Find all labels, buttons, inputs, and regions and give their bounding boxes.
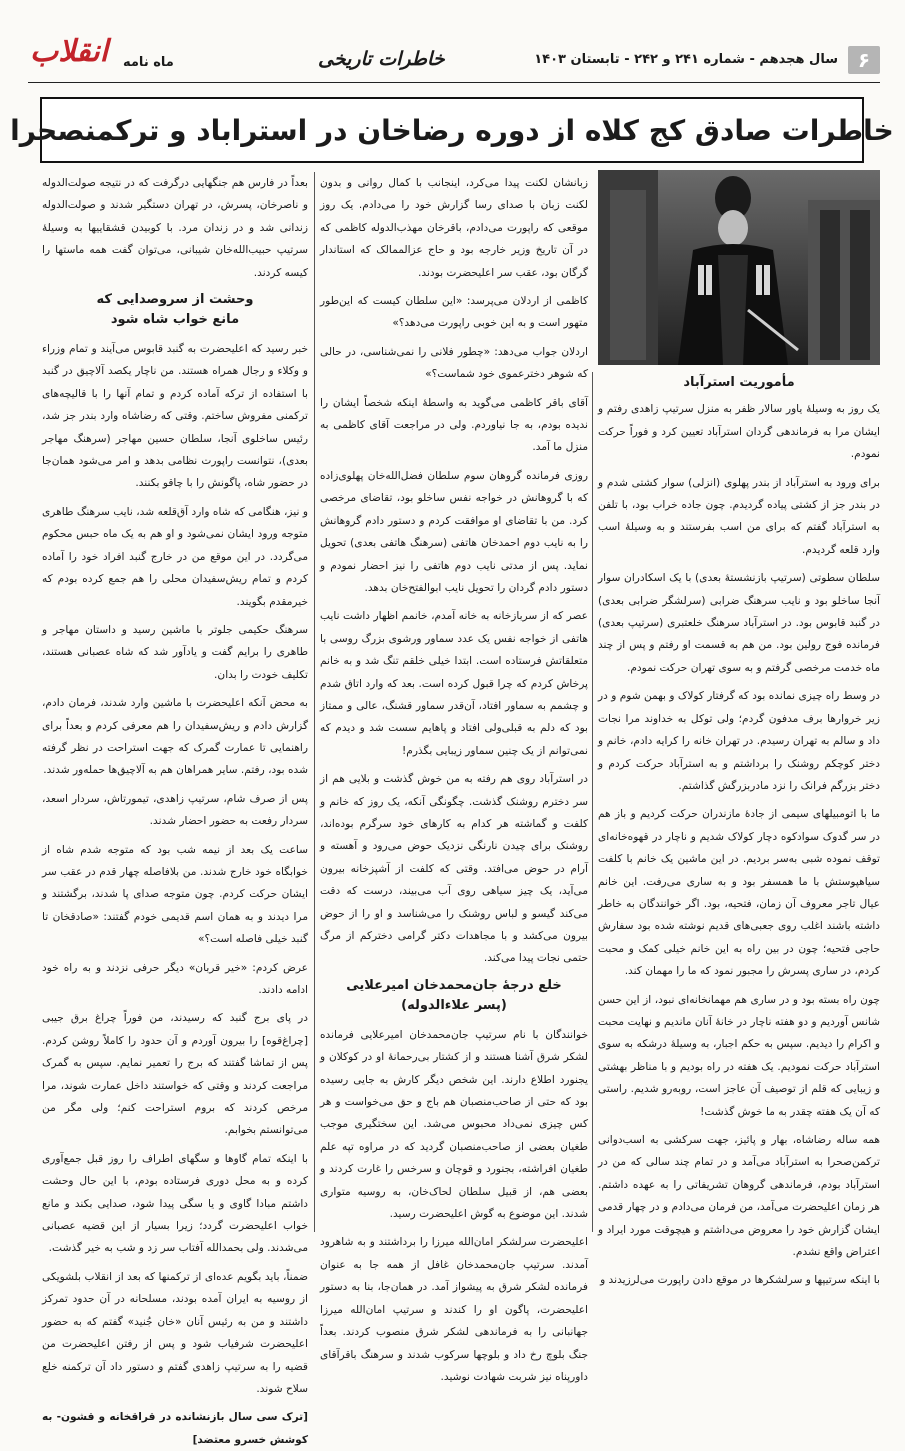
paragraph: با اینکه تمام گاوها و سگهای اطراف را روز قبل جمع‌آوری کرده و به محل دوری فرستاده بودم، با این حال وحشت داشتم مبادا گاوی و یا سگی پیدا شود، صدایی بکند و مانع خواب اعلیحضرت گردد؛ زیرا بسیار از این قضیه عصبانی می‌شدند. ولی بحمدالله آفتاب سر زد و شب به خیر گذشت. (42, 1152, 308, 1255)
headline-box (10, 97, 894, 163)
page-header (28, 34, 880, 83)
left-column (42, 172, 308, 1446)
paragraph: ساعت یک بعد از نیمه شب بود که متوجه شدم شاه از خوابگاه خود خارج شدند. من بلافاصله چهار قدم در عقب سر ایشان حرکت کردم. چون متوجه صدای پا شدند، برگشتند و مرا دیدند و به همان اسم قدیمی خودم گفتند: «صادقخان تا گنبد خیلی فاصله است؟» (42, 843, 308, 946)
paragraph: برای ورود به استرآباد از بندر پهلوی (انزلی) سوار کشتی شدم و در بندر جز از کشتی پیاده گردیدم. چون جاده خراب بود، با تلفن به استرآباد گفتم که برای من اسب بفرستند و به وسیلهٔ اسب وارد قلعه گردیدم. (598, 476, 880, 556)
paragraph: یک روز به وسیلهٔ یاور سالار ظفر به منزل سرتیپ زاهدی رفتم و ایشان مرا به فرماندهی گردان استرآباد تعیین کرد و فوراً حرکت نمودم. (598, 403, 880, 461)
section-title: خاطرات تاریخی (318, 48, 445, 70)
paragraph: خبر رسید که اعلیحضرت به گنبد قابوس می‌آیند و تمام وزراء و وکلاء و رجال همراه هستند. من ناچار یکصد آلاچیق در گنبد با استفاده از ترکه آماده کردم و تمام آنها را با قالیچه‌های ترکمنی مفروش ساختم. وقتی که رضاشاه وارد بندر جز شد، رئیس ساخلوی آنجا، سلطان حسین مهاجر (سرهنگ مهاجر بعدی)، نتوانست راپورت نظامی بدهد و امر می‌شود همان‌جا در حضور شاه، پاگونش را با چاقو بکنند. (42, 343, 308, 490)
column-rule (592, 372, 593, 1232)
magazine-word: ماه نامه (123, 55, 174, 70)
subhead-line: خلع درجهٔ جان‌محمدخان امیرعلایی (346, 977, 562, 993)
paragraph: ضمناً، باید بگویم عده‌ای از ترکمنها که بعد از انقلاب بلشویکی از روسیه به ایران آمده بودند، مسلحانه در آن حدود تمرکز داشتند و من به رئیس آنان «خان جُنید» گفتم که به حضور اعلیحضرت شرفیاب شود و پس از رفتن اعلیحضرت من قضیه را به سرتیپ زاهدی گفتم و دستور داد آن ترکمنه خلع سلاح شوند. (42, 1270, 308, 1395)
paragraph: ما با اتومبیلهای سیمی از جادهٔ مازندران حرکت کردیم و باز هم در سر گدوک سوادکوه دچار کولاک شدیم و ناچار در قهوه‌خانه‌ای توقف نموده شبی به‌سر بردیم. در این ماشین یک خانم با کلفت سیاهپوستش با ما همسفر بود و به ساری می‌رفت. این خانم عیال تاجر معروف آن زمان، فتحیه، بود. اگر خوانندگان به خاطر داشته باشند اغلب روی جعبی‌های قدیم نوشته شده بود سفارش حاجی فتحیه؛ چون در بین راه به این خانم خیلی کمک و محبت کردم، در ساری پسرش را مجبور نمود که ما را مهمان کند. (598, 808, 880, 978)
historical-photo (598, 170, 880, 365)
paragraph: اردلان جواب می‌دهد: «چطور فلانی را نمی‌شناسی، در حالی که شوهر دخترعموی خود شماست؟» (320, 345, 588, 381)
subhead-demotion (320, 976, 588, 1016)
paragraph: در پای برج گنبد که رسیدند، من فوراً چراغ برق جیبی [چراغ‌قوه] را بیرون آوردم و آن حدود را کاملاً روشن کردم. پس از تماشا گفتند که برج را تعمیر نمایم. سپس به گمرک مراجعت کردند و وقتی که خواستند داخل عمارت شوند، مرا مرخص کردند که بروم استراحت کنم؛ ولی مگر من می‌توانستم بخوابم. (42, 1012, 308, 1137)
paragraph: با اینکه سرتیپها و سرلشکرها در موقع دادن راپورت می‌لرزیدند و (600, 1274, 880, 1287)
portrait-image (598, 170, 880, 365)
paragraph: روزی فرمانده گروهان سوم سلطان فضل‌الله‌خان پهلوی‌زاده که با گروهانش در خواجه نفس ساخلو بود، تقاضای مرخصی کرد. من با تقاضای او موافقت کردم و دستور دادم گروهانش را به نایب دوم احمدخان هاتفی (سرهنگ هاتفی بعدی) تحویل نماید. پس از مدتی نایب دوم هاتفی را نیز احضار نمودم و دستور دادم گردان را تحویل نایب ابوالفتح‌خان بدهد. (320, 469, 588, 594)
paragraph: عصر که از سربازخانه به خانه آمدم، خانمم اظهار داشت نایب هاتفی از خواجه نفس یک عدد سماور ورشوی بزرگ روسی با متعلقاتش فرستاده است. ابتدا خیلی خلقم تنگ شد و به خانم پرخاش کردم که چرا قبول کرده است. بعد که وارد اتاق شدم و چشمم به سماور افتاد، آن‌قدر سماور قشنگ، عالی و ممتاز بود که دلم به قبلی‌ولی افتاد و پاهایم سست شد و دیدم که نمی‌توانم از یک چنین سماور زیبایی بگذرم! (320, 610, 588, 757)
paragraph: آقای باقر کاظمی می‌گوید به واسطهٔ اینکه شخصاً ایشان را ندیده بودم، به جا نیاوردم. ولی در مراجعت آقای کاظمی به منزل ما آمد. (320, 396, 588, 454)
paragraph: چون راه بسته بود و در ساری هم مهمانخانه‌ای نبود، از این حسن شانس آوردیم و دو هفته ناچار در خانهٔ آنان ماندیم و نهایت محبت و اکرام را دیدیم. سپس به حکم اجبار، به وسیلهٔ درشکه به سوی استرآباد حرکت نمودیم. یک هفته در راه بودیم و با مناظر بهشتی و زیبایی که قلم از توصیف آن عاجز است، روبه‌رو شدیم. راستی که آن یک هفته چقدر به ما خوش گذشت! (598, 993, 880, 1118)
paragraph: بعداً در فارس هم جنگهایی درگرفت که در نتیجه صولت‌الدوله و ناصرخان، پسرش، در تهران دستگیر شدند و صولت‌الدوله زندانی شد و در زندان مرد. با کوبیدن قشقاییها به وسیلهٔ سرتیپ حبیب‌الله‌خان شیبانی، می‌توان گفت همه ماستها را کیسه کردند. (42, 177, 308, 279)
right-column (598, 372, 880, 1287)
subhead-fear (42, 290, 308, 330)
paragraph: سرهنگ حکیمی جلوتر با ماشین رسید و داستان مهاجر و طاهری را برایم گفت و یادآور شد که شاه عصبانی هستند، تکلیف خودت را بدان. (42, 623, 308, 681)
page-number: ۶ (848, 46, 880, 74)
paragraph: اعلیحضرت سرلشکر امان‌الله میرزا را برداشتند و به شاهرود آمدند. سرتیپ جان‌محمدخان غافل از همه جا به عنوان فرمانده لشکر شرق به پیشواز آمد. در همان‌جا، بنا به دستور اعلیحضرت، پاگون او را کندند و سرتیپ امان‌الله میرزا جهانبانی را به فرماندهی لشکر شرق منصوب کردند. بعداً جنگ بلوچ رخ داد و بلوچها سرکوب شدند و سرهنگ باقرآقای داورپناه نیز شربت شهادت نوشید. (320, 1236, 588, 1383)
paragraph: و نیز، هنگامی که شاه وارد آق‌قلعه شد، نایب سرهنگ طاهری متوجه ورود ایشان نمی‌شود و او هم به یک ماه حبس محکوم می‌گردد. در این موقع من در خارج گنبد افراد خود را آماده کردم و تمام ریش‌سفیدان محلی را هم جمع کرده بودم که خیرمقدم بگویند. (42, 505, 308, 608)
column-rule (314, 172, 315, 1232)
middle-column (320, 172, 588, 1383)
magazine-logo: انقلاب (30, 34, 109, 69)
subhead-mission: مأموریت استرآباد (683, 375, 795, 390)
paragraph: همه ساله رضاشاه، بهار و پائیز، جهت سرکشی به اسب‌دوانی ترکمن‌صحرا به استرآباد می‌آمد و در تمام چند سالی که من در استرآباد بودم، فرماندهی گروهان تشریفاتی را به عهده داشتم. هر زمان اعلیحضرت می‌آمد، من فرمان می‌دادم و در چهار قدمی ایشان گزارش خود را معروض می‌داشتم و هیچوقت مورد ایراد و اعتراض واقع نشدم. (598, 1134, 880, 1259)
paragraph: سلطان سطوتی (سرتیپ بازنشستهٔ بعدی) با یک اسکادران سوار آنجا ساخلو بود و نایب سرهنگ ضرابی (سرلشگر ضرابی بعدی) در گنبد قابوس بود. در استرآباد سرهنگ خلعتبری (سرتیپ بعدی) فرمانده فوج رولین بود. من هم به قسمت او رفتم و پس از چند ماه خدمت مرخصی گرفتم و به سوی تهران حرکت نمودم. (598, 572, 880, 674)
paragraph: عرض کردم: «خیر قربان» دیگر حرفی نزدند و به راه خود ادامه دادند. (42, 961, 308, 996)
issue-info: سال هجدهم - شماره ۲۴۱ و ۲۴۲ - تابستان ۱۴۰۳ (534, 52, 838, 67)
paragraph: در وسط راه چیزی نمانده بود که گرفتار کولاک و بهمن شوم و در زیر خروارها برف مدفون گردم؛ ولی توکل به خداوند مرا نجات داد و سالم به تهران رسیدم. در تهران خانه را کرایه دادم، خانم و دختر کوچکم روشنک را برداشتم و به استرآباد حرکت کردم و دختر بزرگم فرانک را نزد مادربزرگش گذاشتم. (598, 690, 880, 792)
paragraph: خوانندگان با نام سرتیپ جان‌محمدخان امیرعلایی فرمانده لشکر شرق آشنا هستند و از کشتار بی‌رحمانهٔ او در کوکلان و یجنورد اطلاع دارند. این شخص دیگر کارش به جایی رسیده بود که حتی از صاحب‌منصبان هم باج و حق می‌خواست و هر کس چیزی نمی‌داد محبوس می‌شد. این سختگیری موجب طغیان بعضی از صاحب‌منصبان گردید که در مراوه تپه علم طغیان افراشته، بجنورد و قوچان و سرخس را غارت کردند و بعضی هم، از قبیل سلطان لحاک‌خان، به روسیه متواری شدند. این موضوع به گوش اعلیحضرت رسید. (320, 1028, 588, 1221)
subhead-line: وحشت از سروصدایی که (96, 292, 254, 308)
article-title: خاطرات صادق کج کلاه از دوره رضاخان در استراباد و ترکمنصحرا (10, 113, 894, 147)
subhead-line: (پسر علاءالدوله) (401, 997, 507, 1013)
paragraph: به محض آنکه اعلیحضرت با ماشین وارد شدند، فرمان دادم، گزارش دادم و ریش‌سفیدان را هم معرفی کردم و بعداً برای راهنمایی تا عمارت گمرک که جهت استراحت در نظر گرفته شده بود، رفتم. سایر همراهان هم به آلاچیق‌ها حمله‌ور شدند. (42, 697, 308, 777)
footnote: [ترک سی سال بازنشانده در قراقخانه و قشون- به کوشش خسرو معتضد] (42, 1411, 308, 1446)
paragraph: کاظمی از اردلان می‌پرسد: «این سلطان کیست که این‌طور متهور است و به این خوبی راپورت می‌دهد؟» (320, 295, 588, 330)
paragraph: پس از صرف شام، سرتیپ زاهدی، تیمورتاش، سردار اسعد، سردار رفعت به حضور احضار شدند. (42, 792, 308, 828)
paragraph: در استرآباد روی هم رفته به من خوش گذشت و بلایی هم از سر دخترم روشنک گذشت. چگونگی آنکه، یک روز که خانم و کلفت و گماشته هر کدام به کارهای خود سرگرم بوده‌اند، روشنک برای چیدن نارنگی نزدیک حوض می‌رود و آهسته و آرام در حوض می‌افتد. وقتی که کلفت از آشپزخانه بیرون می‌آید، یک چیز سیاهی روی آب می‌بیند، درست که دقت می‌کند گیسو و لباس روشنک را می‌شناسد و او را از حوض بیرون می‌کشد و با مجاهدات دکتر گرامی دخترکم از مرگ حتمی نجات پیدا می‌کند. (320, 773, 588, 965)
paragraph: زبانشان لکنت پیدا می‌کرد، اینجانب با کمال روانی و بدون لکنت زبان با صدای رسا گزارش خود را می‌دادم. یک روز موقعی که راپورت می‌دادم، باقرخان مهذب‌الدوله کاظمی که در آن تاریخ وزیر خارجه بود و حاج عزالممالک که استاندار گرگان بود، عقب سر اعلیحضرت بودند. (320, 177, 588, 279)
subhead-line: مانع خواب شاه شود (110, 312, 240, 328)
